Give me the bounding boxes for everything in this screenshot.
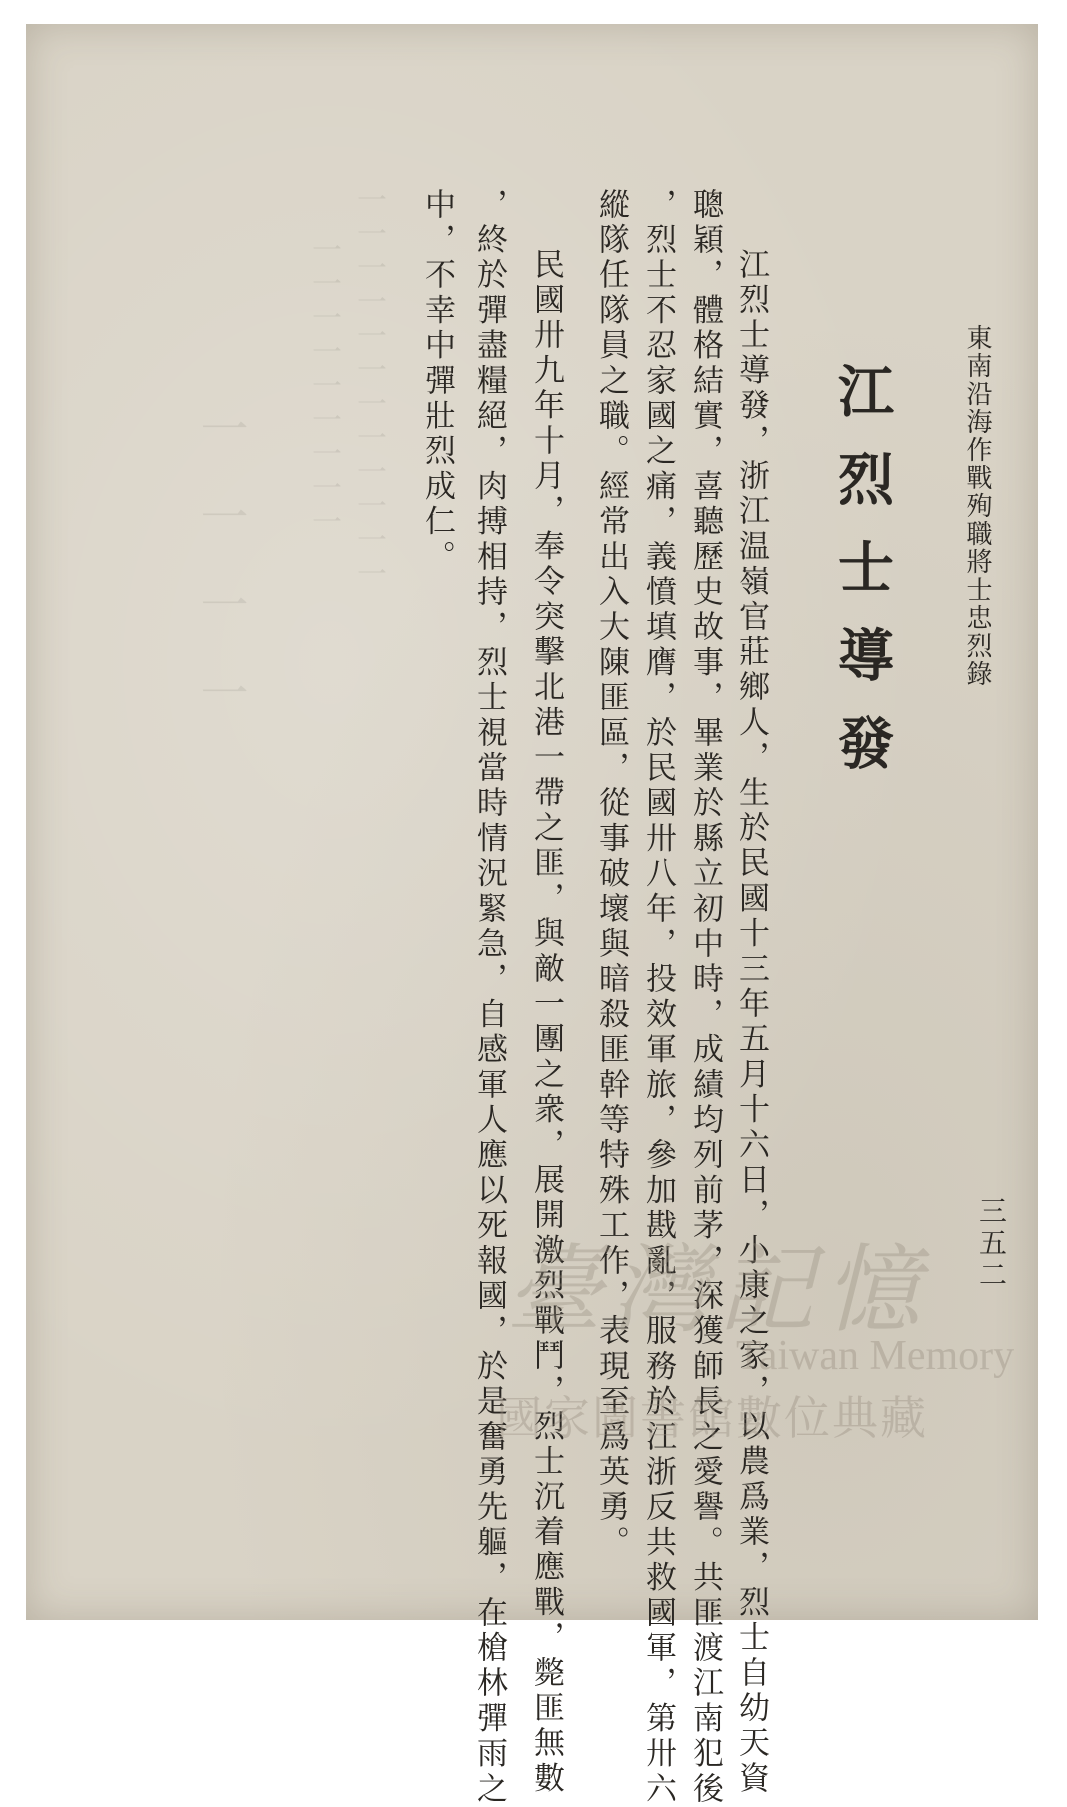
body-text-line: 中，不幸中彈壯烈成仁。 bbox=[419, 188, 455, 576]
watermark-logo-text: 臺灣記憶 bbox=[506, 1234, 930, 1346]
scanned-page bbox=[26, 24, 1038, 1807]
body-text-line: 民國卅九年十月，奉令突擊北港一帶之匪，與敵一團之衆，展開激烈戰鬥，烈士沉着應戰，斃匪無數 bbox=[528, 248, 564, 1797]
article-title: 江烈士導發 bbox=[829, 362, 895, 802]
running-header: 東南沿海作戰殉職將士忠烈錄 bbox=[962, 324, 992, 688]
show-through-text: 一一一一一一一一一一一一 bbox=[351, 184, 386, 592]
page-number: 三五二 bbox=[975, 1196, 1008, 1292]
body-text-line: ，烈士不忍家國之痛，義憤填膺，於民國卅八年，投效軍旅，參加戡亂，服務於江浙反共救國軍，第卅六 bbox=[640, 188, 676, 1807]
body-text-line: ，終於彈盡糧絕，肉搏相持，烈士視當時情況緊急，自感軍人應以死報國，於是奮勇先軀，在槍林彈雨之 bbox=[471, 188, 507, 1807]
body-text-line: 江烈士導發，浙江温嶺官莊鄉人，生於民國十三年五月十六日，小康之家，以農爲業，烈士自幼天資 bbox=[733, 248, 769, 1797]
show-through-text: 一一一一 bbox=[192, 404, 248, 756]
body-text-line: 縱隊任隊員之職。經常出入大陳匪區，從事破壞與暗殺匪幹等特殊工作，表現至爲英勇。 bbox=[593, 188, 629, 1561]
body-text-line: 聰穎，體格結實，喜聽歷史故事，畢業於縣立初中時，成績均列前茅，深獲師長之愛譽。共匪渡江南犯後 bbox=[687, 188, 723, 1807]
watermark-chinese-text: 國家圖書館數位典藏 bbox=[496, 1391, 928, 1445]
show-through-text: 一一一一一一一一一 bbox=[306, 234, 341, 540]
watermark-english-text: Taiwan Memory bbox=[736, 1333, 1015, 1379]
